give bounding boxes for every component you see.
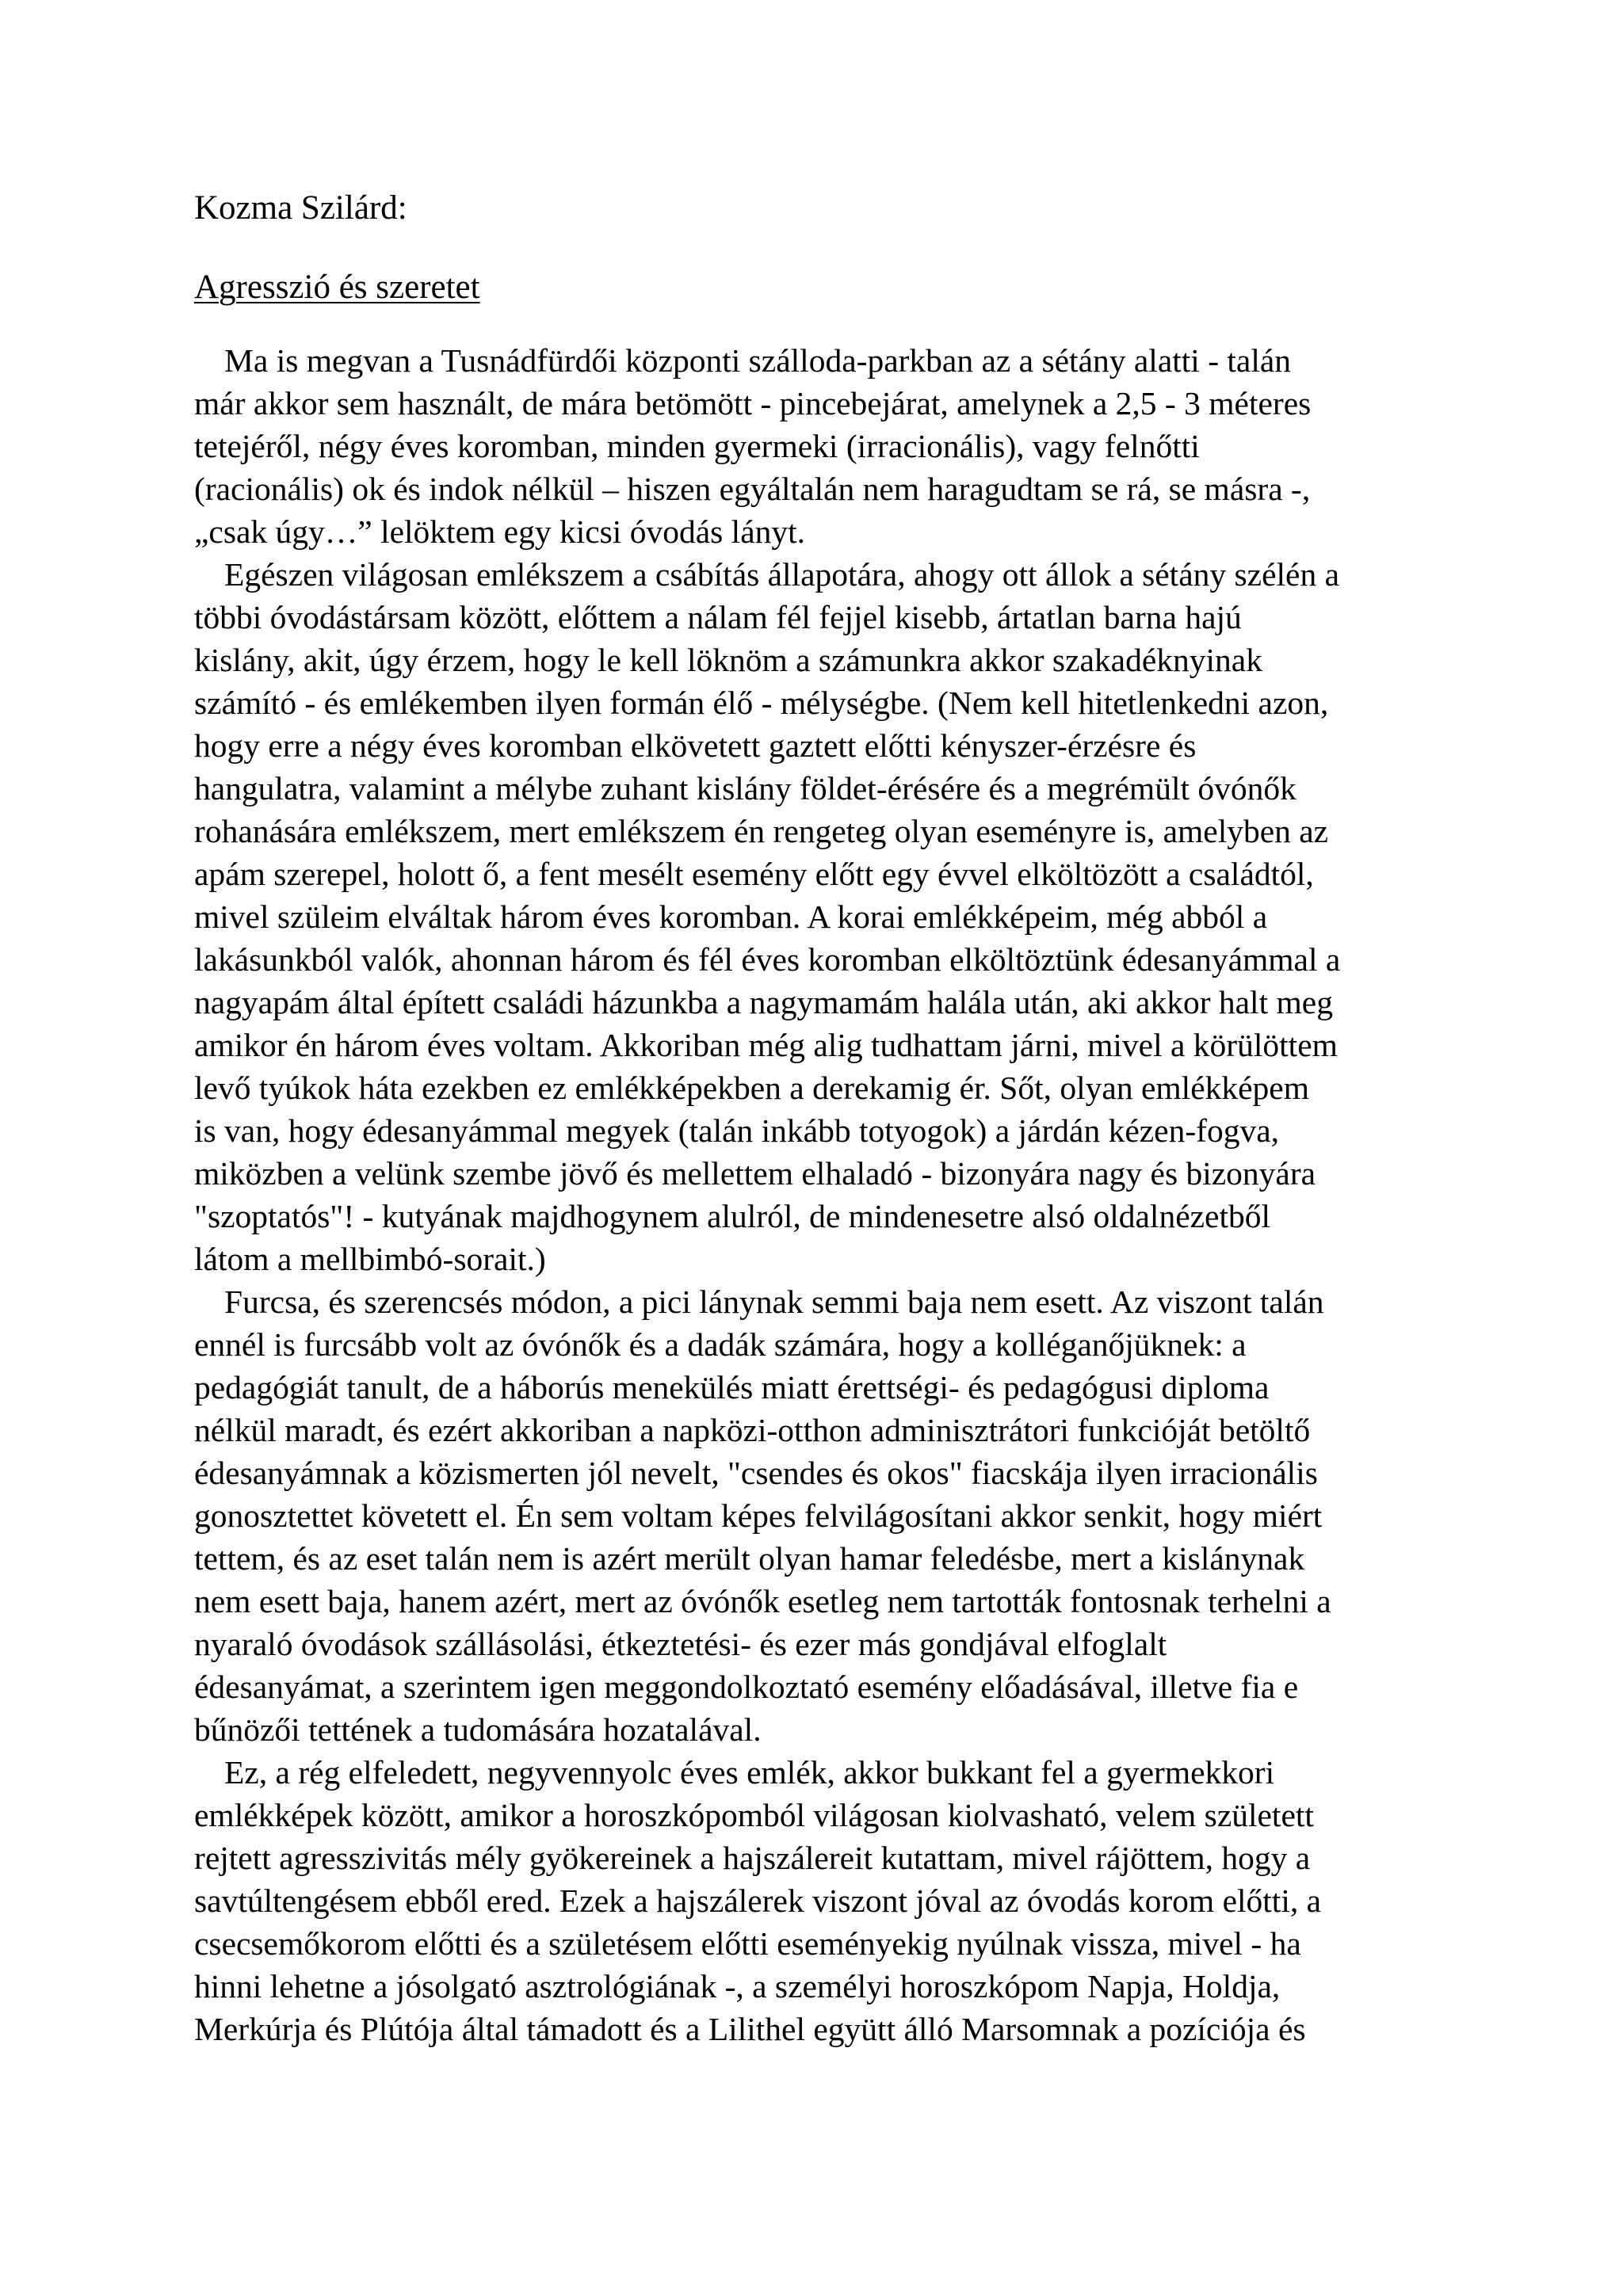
body-line: rejtett agresszivitás mély gyökereinek a hajszálereit kutattam, mivel rájöttem, hogy a (194, 1840, 1311, 1876)
body-line: Merkúrja és Plútója által támadott és a Lilithel együtt álló Marsomnak a pozíciója és (194, 2011, 1306, 2047)
body-line: látom a mellbimbó-sorait.) (194, 1241, 546, 1277)
body-line: amikor én három éves voltam. Akkoriban még alig tudhattam járni, mivel a körülöttem (194, 1027, 1338, 1063)
body-line: számító - és emlékemben ilyen formán élő - mélységbe. (Nem kell hitetlenkedni azon, (194, 685, 1329, 721)
body-line: hinni lehetne a jósolgató asztrológiának -, a személyi horoszkópom Napja, Holdja, (194, 1968, 1281, 2004)
body-line: levő tyúkok háta ezekben ez emlékképekben a derekamig ér. Sőt, olyan emlékképem (194, 1070, 1309, 1106)
body-line: nem esett baja, hanem azért, mert az óvónők esetleg nem tartották fontosnak terhelni a (194, 1583, 1331, 1619)
body-line: édesanyámnak a közismerten jól nevelt, "csendes és okos" fiacskája ilyen irracionális (194, 1455, 1318, 1491)
body-line: „csak úgy…” lelöktem egy kicsi óvodás lányt. (194, 513, 806, 550)
body-line: rohanására emlékszem, mert emlékszem én rengeteg olyan eseményre is, amelyben az (194, 813, 1329, 849)
author-line: Kozma Szilárd: (194, 189, 407, 227)
body-line: tetejéről, négy éves koromban, minden gyermeki (irracionális), vagy felnőtti (194, 428, 1200, 464)
body-line: Egészen világosan emlékszem a csábítás állapotára, ahogy ott állok a sétány szélén a (224, 556, 1339, 593)
body-line: édesanyámat, a szerintem igen meggondolkoztató esemény előadásával, illetve fia e (194, 1669, 1299, 1705)
body-line: tettem, és az eset talán nem is azért merült olyan hamar feledésbe, mert a kislánynak (194, 1540, 1305, 1577)
body-line: bűnözői tettének a tudomására hozatalával. (194, 1711, 762, 1748)
body-line: miközben a velünk szembe jövő és mellettem elhaladó - bizonyára nagy és bizonyára (194, 1155, 1316, 1192)
body-line: már akkor sem használt, de mára betömött - pincebejárat, amelynek a 2,5 - 3 méteres (194, 385, 1312, 421)
body-text (194, 339, 1526, 2050)
body-line: hangulatra, valamint a mélybe zuhant kislány földet-érésére és a megrémült óvónők (194, 770, 1296, 807)
body-line: is van, hogy édesanyámmal megyek (talán inkább totyogok) a járdán kézen-fogva, (194, 1112, 1280, 1149)
body-line: pedagógiát tanult, de a háborús menekülés miatt érettségi- és pedagógusi diploma (194, 1369, 1270, 1405)
document-content (194, 185, 1526, 2050)
body-line: emlékképek között, amikor a horoszkópomból világosan kiolvasható, velem született (194, 1797, 1314, 1833)
body-line: csecsemőkorom előtti és a születésem előtti eseményekig nyúlnak vissza, mivel - ha (194, 1925, 1301, 1962)
body-line: ennél is furcsább volt az óvónők és a dadák számára, hogy a kolléganőjüknek: a (194, 1326, 1247, 1363)
body-line: nyaraló óvodások szállásolási, étkeztetési- és ezer más gondjával elfoglalt (194, 1626, 1167, 1662)
body-line: savtúltengésem ebből ered. Ezek a hajszálerek viszont jóval az óvodás korom előtti, a (194, 1882, 1322, 1919)
document-title-text: Agresszió és szeretet (194, 269, 480, 306)
body-line: apám szerepel, holott ő, a fent mesélt esemény előtt egy évvel elköltözött a családtól, (194, 856, 1314, 892)
body-line: kislány, akit, úgy érzem, hogy le kell löknöm a számunkra akkor szakadéknyinak (194, 642, 1262, 678)
body-line: Ez, a rég elfeledett, negyvennyolc éves emlék, akkor bukkant fel a gyermekkori (224, 1754, 1275, 1791)
body-line: gonosztettet követett el. Én sem voltam képes felvilágosítani akkor senkit, hogy miért (194, 1497, 1323, 1534)
document-title (194, 265, 1526, 311)
body-line: (racionális) ok és indok nélkül – hiszen egyáltalán nem haragudtam se rá, se másra -, (194, 471, 1311, 507)
body-line: mivel szüleim elváltak három éves koromban. A korai emlékképeim, még abból a (194, 898, 1268, 935)
body-line: hogy erre a négy éves koromban elkövetett gaztett előtti kényszer-érzésre és (194, 727, 1197, 764)
body-line: többi óvodástársam között, előttem a nálam fél fejjel kisebb, ártatlan barna hajú (194, 599, 1242, 635)
body-line: nélkül maradt, és ezért akkoriban a napközi-otthon adminisztrátori funkcióját betöltő (194, 1412, 1311, 1448)
body-line: Furcsa, és szerencsés módon, a pici lánynak semmi baja nem esett. Az viszont talán (224, 1283, 1324, 1320)
body-line: nagyapám által épített családi házunkba a nagymamám halála után, aki akkor halt meg (194, 984, 1333, 1020)
body-line: Ma is megvan a Tusnádfürdői központi szálloda-parkban az a sétány alatti - talán (224, 342, 1292, 379)
body-line: "szoptatós"! - kutyának majdhogynem alulról, de mindenesetre alsó oldalnézetből (194, 1198, 1271, 1234)
body-line: lakásunkból valók, ahonnan három és fél éves koromban elköltöztünk édesanyámmal a (194, 941, 1341, 978)
